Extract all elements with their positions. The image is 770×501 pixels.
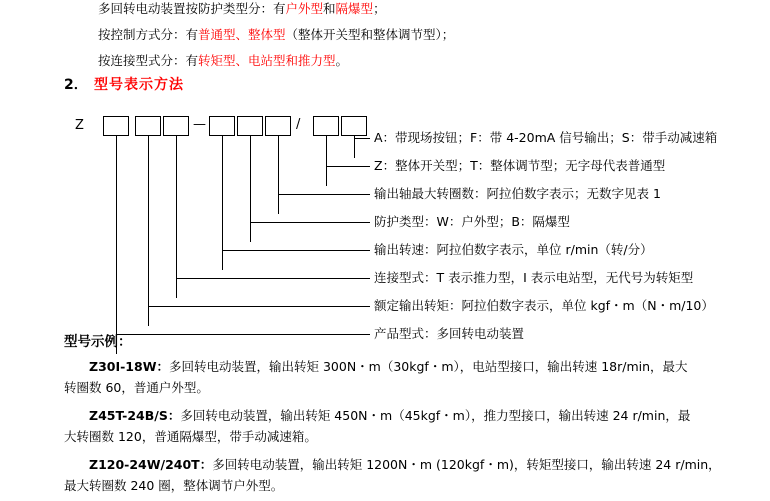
example-line-cont: 最大转圈数 240 圈，整体调节户外型。 [64,478,284,493]
leader-hline-1 [116,334,370,335]
example-code: Z30I-18W： [89,359,169,374]
section-number: 2． [64,77,88,93]
leader-vline-8 [354,136,355,158]
leader-hline-6 [278,194,370,195]
example-code: Z120-24W/240T： [89,457,213,472]
leader-hline-4 [222,250,370,251]
model-code-diagram [0,104,770,341]
intro-seg-highlight: 转矩型、电站型和推力型 [198,53,336,68]
code-dash: — [193,117,206,132]
leader-hline-8 [354,138,370,139]
example-item-3 [64,454,724,496]
intro-seg: 和 [323,1,336,16]
example-text: 多回转电动装置，输出转矩 450N・m（45kgf・m），推力型接口，输出转速 24 r/min，最 [180,408,691,423]
intro-paragraphs [0,0,770,78]
legend-item-5: 输出转速：阿拉伯数字表示，单位 r/min（转/分） [374,242,653,257]
section-heading [64,74,184,94]
intro-seg-highlight: 户外型 [285,1,324,16]
code-box-6 [265,116,291,136]
code-box-7 [313,116,339,136]
intro-line-1 [0,0,770,17]
legend-item-1: A：带现场按钮；F：带 4-20mA 信号输出；S：带手动减速箱 [374,130,718,145]
intro-seg: 。 [335,53,349,68]
intro-seg: 按连接型式分：有 [98,53,199,68]
leader-vline-2 [148,136,149,326]
code-slash: / [296,117,301,132]
leader-hline-5 [250,222,370,223]
example-line-main [64,405,724,426]
legend-item-8: 产品型式：多回转电动装置 [374,326,525,341]
code-prefix-z: Z [75,118,84,133]
code-box-4 [209,116,235,136]
legend-item-7: 额定输出转矩：阿拉伯数字表示，单位 kgf・m（N・m/10） [374,298,714,313]
code-box-8 [341,116,367,136]
intro-seg: 多回转电动装置按防护类型分：有 [98,1,286,16]
example-text: 多回转电动装置，输出转矩 300N・m（30kgf・m），电站型接口，输出转速 18r/min，最大 [168,359,688,374]
legend-item-2: Z：整体开关型；T：整体调节型；无字母代表普通型 [374,158,666,173]
code-box-2 [135,116,161,136]
legend-item-3: 输出轴最大转圈数：阿拉伯数字表示；无数字见表 1 [374,186,661,201]
intro-seg-highlight: 隔爆型 [335,1,374,16]
example-line-cont: 转圈数 60，普通户外型。 [64,380,209,395]
code-box-3 [163,116,189,136]
leader-vline-7 [326,136,327,186]
leader-vline-5 [250,136,251,242]
example-code: Z45T-24B/S： [89,408,181,423]
example-line-main [64,454,724,475]
example-line-cont: 大转圈数 120，普通隔爆型，带手动减速箱。 [64,429,317,444]
intro-line-3 [0,52,770,69]
leader-vline-3 [176,136,177,298]
examples-title: 型号示例： [64,334,132,350]
intro-seg: （整体开关型和整体调节型）； [285,27,455,42]
intro-seg: ； [373,1,386,16]
leader-hline-7 [326,166,370,167]
intro-line-2 [0,26,770,43]
leader-vline-6 [278,136,279,214]
leader-hline-3 [176,278,370,279]
leader-hline-2 [148,306,370,307]
example-item-2 [64,405,724,447]
example-line-main [64,356,724,377]
legend-item-4: 防护类型：W：户外型；B：隔爆型 [374,214,570,229]
example-item-1 [64,356,724,398]
intro-seg: 按控制方式分：有 [98,27,199,42]
section-title: 型号表示方法 [94,77,184,93]
intro-seg-highlight: 普通型、整体型 [198,27,286,42]
leader-vline-1 [116,136,117,354]
code-box-5 [237,116,263,136]
code-box-1 [103,116,129,136]
legend-item-6: 连接型式：T 表示推力型，I 表示电站型，无代号为转矩型 [374,270,694,285]
example-text: 多回转电动装置，输出转矩 1200N・m (120kgf・m)，转矩型接口，输出转速 24 r/min， [212,457,721,472]
